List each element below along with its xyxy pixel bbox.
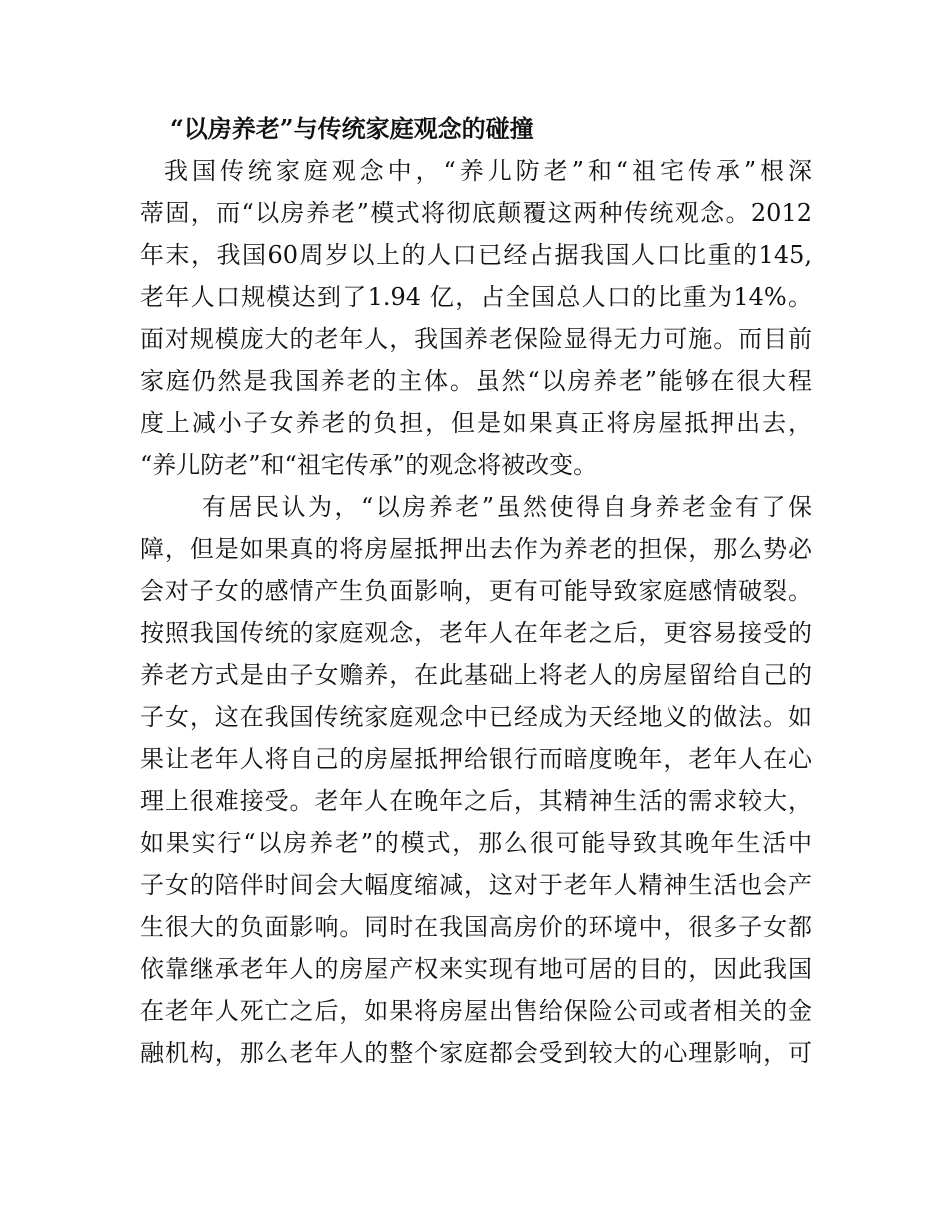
paragraph-line: 我国传统家庭观念中，“养儿防老”和“祖宅传承”根深 (164, 157, 812, 185)
paragraph-2 (140, 486, 812, 1074)
paragraph-line: 依靠继承老年人的房屋产权来实现有地可居的目的，因此我国 (140, 955, 812, 983)
paragraph-line: 养老方式是由子女赡养，在此基础上将老人的房屋留给自己的 (140, 661, 812, 689)
paragraph-line: 家庭仍然是我国养老的主体。虽然“以房养老”能够在很大程 (140, 367, 812, 395)
paragraph-line: 蒂固，而“以房养老”模式将彻底颠覆这两种传统观念。2012 (140, 199, 812, 227)
paragraph-line: 果让老年人将自己的房屋抵押给银行而暗度晚年，老年人在心 (140, 745, 812, 773)
paragraph-line: 子女，这在我国传统家庭观念中已经成为天经地义的做法。如 (140, 703, 812, 731)
paragraph-line: 按照我国传统的家庭观念，老年人在年老之后，更容易接受的 (140, 619, 812, 647)
paragraph-line: 子女的陪伴时间会大幅度缩减，这对于老年人精神生活也会产 (140, 871, 812, 899)
paragraph-line: 面对规模庞大的老年人，我国养老保险显得无力可施。而目前 (140, 325, 812, 353)
paragraph-line: 老年人口规模达到了1.94 亿，占全国总人口的比重为14%。 (140, 283, 812, 311)
paragraph-line: 年末，我国60周岁以上的人口已经占据我国人口比重的145, (140, 241, 812, 269)
paragraph-line: “养儿防老”和“祖宅传承”的观念将被改变。 (140, 451, 598, 479)
paragraph-line: 如果实行“以房养老”的模式，那么很可能导致其晚年生活中 (140, 829, 812, 857)
paragraph-line: 理上很难接受。老年人在晚年之后，其精神生活的需求较大， (140, 787, 812, 815)
paragraph-line: 融机构，那么老年人的整个家庭都会受到较大的心理影响，可 (140, 1039, 812, 1067)
paragraph-line: 障，但是如果真的将房屋抵押出去作为养老的担保，那么势必 (140, 535, 812, 563)
paragraph-line: 度上减小子女养老的负担，但是如果真正将房屋抵押出去， (140, 409, 812, 437)
paragraph-line: 会对子女的感情产生负面影响，更有可能导致家庭感情破裂。 (140, 577, 812, 605)
paragraph-1 (140, 150, 812, 486)
paragraph-line: 有居民认为，“以房养老”虽然使得自身养老金有了保 (202, 493, 812, 521)
paragraph-line: 在老年人死亡之后，如果将房屋出售给保险公司或者相关的金 (140, 997, 812, 1025)
document-body (140, 108, 812, 1074)
document-title: “以房养老”与传统家庭观念的碰撞 (170, 114, 534, 143)
paragraph-line: 生很大的负面影响。同时在我国高房价的环境中，很多子女都 (140, 913, 812, 941)
